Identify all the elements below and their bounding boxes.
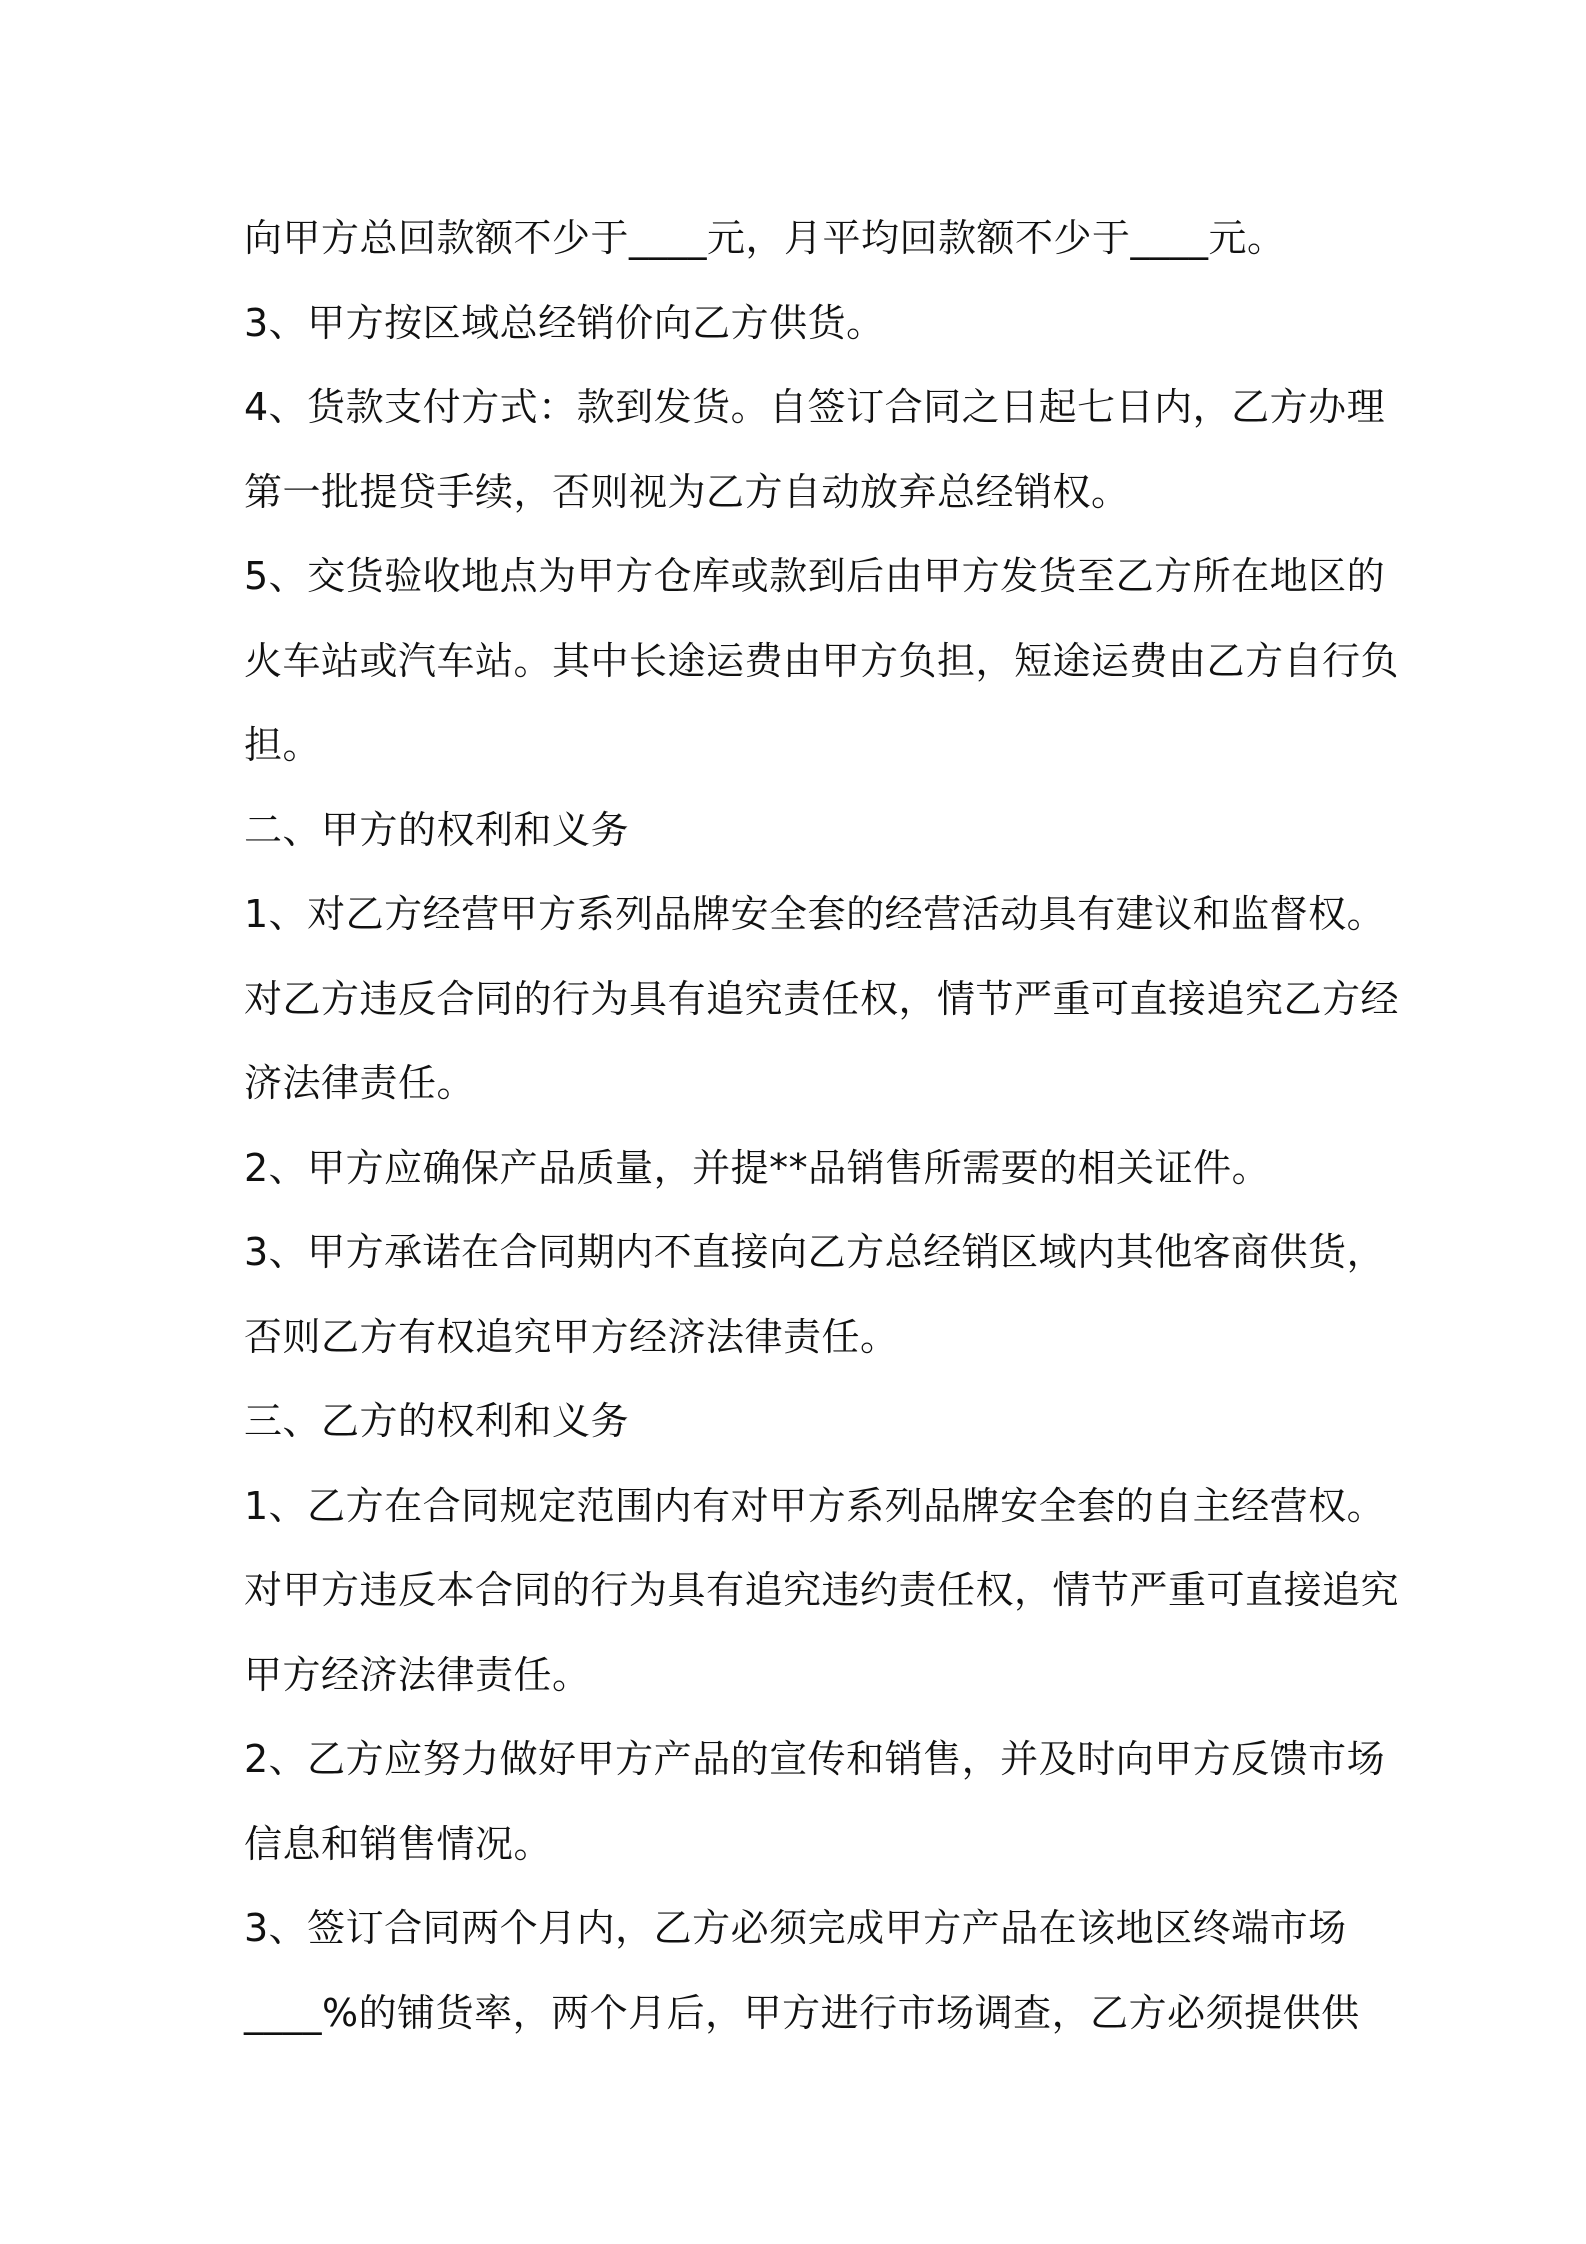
- text-line: 3、甲方承诺在合同期内不直接向乙方总经销区域内其他客商供货，: [244, 1230, 1386, 1274]
- text-line: 火车站或汽车站。其中长途运费由甲方负担，短途运费由乙方自行负: [244, 638, 1400, 683]
- text-line: 担。: [244, 723, 322, 767]
- text-line: 第一批提贷手续，否则视为乙方自动放弃总经销权。: [244, 469, 1130, 514]
- text-line: ____%的铺货率，两个月后，甲方进行市场调查，乙方必须提供供: [244, 1990, 1360, 2035]
- text-line: 1、对乙方经营甲方系列品牌安全套的经营活动具有建议和监督权。: [244, 892, 1386, 936]
- text-line: 向甲方总回款额不少于____元，月平均回款额不少于____元。: [244, 216, 1286, 260]
- text-line: 对甲方违反本合同的行为具有追究违约责任权，情节严重可直接追究: [244, 1568, 1400, 1612]
- text-line: 5、交货验收地点为甲方仓库或款到后由甲方发货至乙方所在地区的: [244, 554, 1386, 598]
- text-line: 1、乙方在合同规定范围内有对甲方系列品牌安全套的自主经营权。: [244, 1483, 1386, 1528]
- text-line: 4、货款支付方式：款到发货。自签订合同之日起七日内，乙方办理: [244, 385, 1386, 429]
- text-line: 2、乙方应努力做好甲方产品的宣传和销售，并及时向甲方反馈市场: [244, 1737, 1386, 1781]
- text-line: 3、签订合同两个月内，乙方必须完成甲方产品在该地区终端市场: [244, 1906, 1347, 1950]
- text-line: 3、甲方按区域总经销价向乙方供货。: [244, 300, 885, 345]
- text-line: 信息和销售情况。: [244, 1821, 553, 1866]
- text-line: 2、甲方应确保产品质量，并提**品销售所需要的相关证件。: [244, 1145, 1271, 1190]
- section-heading: 二、甲方的权利和义务: [244, 807, 630, 852]
- text-line: 济法律责任。: [244, 1061, 476, 1105]
- document-body: [244, 196, 1400, 2055]
- section-heading: 三、乙方的权利和义务: [244, 1399, 630, 1443]
- text-line: 对乙方违反合同的行为具有追究责任权，情节严重可直接追究乙方经: [244, 976, 1400, 1021]
- text-line: 否则乙方有权追究甲方经济法律责任。: [244, 1314, 899, 1359]
- text-line: 甲方经济法律责任。: [244, 1652, 591, 1697]
